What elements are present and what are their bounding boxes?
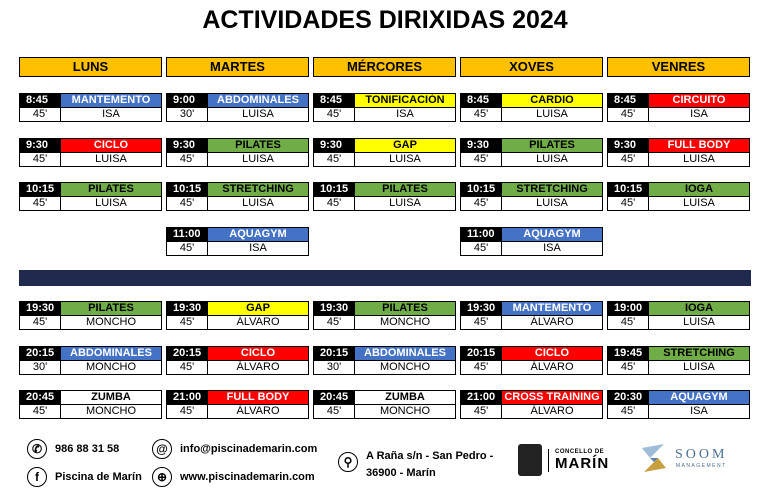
class-time: 19:30 — [461, 302, 502, 315]
class-activity: FULL BODY — [649, 139, 749, 152]
class-slot — [460, 93, 603, 122]
day-header: XOVES — [460, 57, 603, 77]
class-time: 9:30 — [167, 139, 208, 152]
soom-sub: MANAGEMENT — [675, 463, 727, 469]
class-slot — [19, 346, 162, 375]
class-activity: PILATES — [355, 302, 455, 315]
class-duration: 45' — [314, 197, 355, 210]
soom-emblem-icon — [636, 440, 672, 476]
class-duration: 30' — [167, 108, 208, 121]
class-duration: 45' — [461, 197, 502, 210]
class-duration: 45' — [167, 197, 208, 210]
class-slot — [313, 390, 456, 419]
class-duration: 45' — [608, 197, 649, 210]
website-url: www.piscinademarin.com — [180, 471, 315, 483]
class-slot — [19, 390, 162, 419]
concello-marin-logo — [518, 444, 609, 476]
class-slot — [460, 346, 603, 375]
class-instructor: MONCHO — [379, 361, 431, 373]
class-duration: 45' — [167, 361, 208, 374]
class-duration: 45' — [608, 108, 649, 121]
class-activity: CICLO — [208, 347, 308, 360]
class-duration: 45' — [461, 361, 502, 374]
class-slot — [460, 138, 603, 167]
class-duration: 45' — [167, 153, 208, 166]
email-contact[interactable] — [152, 439, 317, 459]
class-time: 19:00 — [608, 302, 649, 315]
class-activity: GAP — [208, 302, 308, 315]
class-duration: 45' — [20, 405, 61, 418]
class-duration: 45' — [167, 242, 208, 255]
soom-name: SOOM — [675, 447, 728, 462]
class-activity: ZUMBA — [61, 391, 161, 404]
class-time: 10:15 — [167, 183, 208, 196]
class-activity: ABDOMINALES — [61, 347, 161, 360]
class-instructor: LUISA — [95, 153, 127, 165]
class-instructor: ISA — [396, 108, 414, 120]
class-activity: MANTEMENTO — [502, 302, 602, 315]
class-activity: AQUAGYM — [208, 228, 308, 241]
class-instructor: ISA — [543, 242, 561, 254]
email-address: info@piscinademarin.com — [180, 443, 318, 455]
class-duration: 45' — [608, 316, 649, 329]
day-header: MARTES — [166, 57, 309, 77]
class-time: 10:15 — [20, 183, 61, 196]
class-time: 19:30 — [20, 302, 61, 315]
facebook-name: Piscina de Marín — [55, 471, 142, 483]
class-activity: STRETCHING — [502, 183, 602, 196]
class-instructor: LUISA — [683, 361, 715, 373]
class-time: 10:15 — [461, 183, 502, 196]
class-time: 8:45 — [461, 94, 502, 107]
class-duration: 30' — [20, 361, 61, 374]
class-slot — [607, 93, 750, 122]
class-duration: 45' — [608, 405, 649, 418]
class-instructor: LUISA — [683, 197, 715, 209]
class-instructor: LUISA — [242, 108, 274, 120]
globe-icon: ⊕ — [152, 467, 172, 487]
class-time: 9:30 — [20, 139, 61, 152]
at-icon: @ — [152, 439, 172, 459]
class-duration: 30' — [314, 361, 355, 374]
class-time: 9:30 — [608, 139, 649, 152]
class-time: 9:30 — [461, 139, 502, 152]
class-activity: CARDIO — [502, 94, 602, 107]
class-slot — [460, 227, 603, 256]
class-slot — [19, 93, 162, 122]
class-time: 20:15 — [461, 347, 502, 360]
class-time: 9:30 — [314, 139, 355, 152]
class-slot — [313, 138, 456, 167]
website-contact[interactable] — [152, 467, 315, 487]
class-instructor: LUISA — [95, 197, 127, 209]
class-slot — [166, 301, 309, 330]
class-time: 20:15 — [167, 347, 208, 360]
class-time: 8:45 — [314, 94, 355, 107]
day-header: MÉRCORES — [313, 57, 456, 77]
class-instructor: MONCHO — [85, 361, 137, 373]
address-contact — [338, 448, 493, 482]
class-slot — [19, 138, 162, 167]
class-slot — [19, 301, 162, 330]
class-activity: ZUMBA — [355, 391, 455, 404]
class-slot — [166, 182, 309, 211]
class-slot — [607, 182, 750, 211]
class-activity: PILATES — [355, 183, 455, 196]
class-duration: 45' — [314, 316, 355, 329]
class-slot — [607, 346, 750, 375]
class-time: 19:45 — [608, 347, 649, 360]
class-instructor: LUISA — [683, 153, 715, 165]
logo-concello-big: MARÍN — [555, 454, 610, 472]
class-instructor: ISA — [690, 405, 708, 417]
class-activity: GAP — [355, 139, 455, 152]
class-duration: 45' — [20, 108, 61, 121]
class-slot — [313, 182, 456, 211]
class-activity: STRETCHING — [649, 347, 749, 360]
class-slot — [313, 93, 456, 122]
class-instructor: ISA — [690, 108, 708, 120]
class-instructor: LUISA — [536, 153, 568, 165]
class-slot — [166, 390, 309, 419]
phone-number: 986 88 31 58 — [55, 443, 120, 455]
class-time: 10:15 — [608, 183, 649, 196]
class-instructor: ISA — [249, 242, 267, 254]
class-activity: FULL BODY — [208, 391, 308, 404]
class-time: 11:00 — [167, 228, 208, 241]
class-duration: 45' — [608, 361, 649, 374]
page-title: ACTIVIDADES DIRIXIDAS 2024 — [202, 6, 568, 34]
class-time: 21:00 — [167, 391, 208, 404]
class-activity: TONIFICACIÓN — [355, 94, 455, 107]
class-time: 20:30 — [608, 391, 649, 404]
class-instructor: MONCHO — [85, 316, 137, 328]
class-instructor: ÁLVARO — [236, 361, 280, 373]
class-duration: 45' — [461, 405, 502, 418]
address-line-1: A Raña s/n - San Pedro - — [366, 450, 494, 462]
class-activity: IOGA — [649, 302, 749, 315]
class-time: 21:00 — [461, 391, 502, 404]
phone-icon: ✆ — [27, 439, 47, 459]
class-instructor: MONCHO — [85, 405, 137, 417]
class-instructor: LUISA — [242, 197, 274, 209]
class-time: 20:45 — [20, 391, 61, 404]
class-instructor: LUISA — [389, 153, 421, 165]
class-instructor: ÁLVARO — [530, 405, 574, 417]
address-line-2: 36900 - Marín — [366, 467, 436, 479]
class-activity: CROSS TRAINING — [502, 391, 602, 404]
class-instructor: ÁLVARO — [530, 316, 574, 328]
class-slot — [19, 182, 162, 211]
class-duration: 45' — [167, 316, 208, 329]
class-duration: 45' — [20, 316, 61, 329]
class-instructor: LUISA — [536, 108, 568, 120]
class-duration: 45' — [461, 242, 502, 255]
class-slot — [313, 346, 456, 375]
class-activity: AQUAGYM — [649, 391, 749, 404]
class-duration: 45' — [608, 153, 649, 166]
class-instructor: ÁLVARO — [236, 405, 280, 417]
class-instructor: LUISA — [389, 197, 421, 209]
class-time: 8:45 — [20, 94, 61, 107]
class-time: 20:15 — [314, 347, 355, 360]
class-slot — [166, 138, 309, 167]
class-time: 20:45 — [314, 391, 355, 404]
class-instructor: ÁLVARO — [530, 361, 574, 373]
class-duration: 45' — [20, 197, 61, 210]
class-slot — [607, 390, 750, 419]
class-instructor: MONCHO — [379, 405, 431, 417]
class-activity: IOGA — [649, 183, 749, 196]
class-activity: CICLO — [502, 347, 602, 360]
class-activity: PILATES — [502, 139, 602, 152]
class-duration: 45' — [461, 108, 502, 121]
class-activity: CIRCUITO — [649, 94, 749, 107]
day-header: LUNS — [19, 57, 162, 77]
class-activity: MANTEMENTO — [61, 94, 161, 107]
class-slot — [607, 301, 750, 330]
class-time: 9:00 — [167, 94, 208, 107]
class-activity: AQUAGYM — [502, 228, 602, 241]
class-activity: PILATES — [208, 139, 308, 152]
class-time: 8:45 — [608, 94, 649, 107]
class-time: 19:30 — [314, 302, 355, 315]
class-slot — [166, 227, 309, 256]
day-header: VENRES — [607, 57, 750, 77]
class-instructor: LUISA — [683, 316, 715, 328]
section-divider — [19, 270, 751, 286]
class-time: 20:15 — [20, 347, 61, 360]
class-duration: 45' — [167, 405, 208, 418]
location-pin-icon: ⚲ — [338, 452, 358, 472]
class-time: 10:15 — [314, 183, 355, 196]
class-slot — [460, 390, 603, 419]
class-activity: PILATES — [61, 183, 161, 196]
class-time: 19:30 — [167, 302, 208, 315]
class-instructor: LUISA — [536, 197, 568, 209]
class-duration: 45' — [314, 153, 355, 166]
class-slot — [166, 93, 309, 122]
class-instructor: ISA — [102, 108, 120, 120]
class-duration: 45' — [20, 153, 61, 166]
class-instructor: ÁLVARO — [236, 316, 280, 328]
class-slot — [460, 301, 603, 330]
class-activity: CICLO — [61, 139, 161, 152]
phone-contact — [27, 439, 119, 459]
class-activity: PILATES — [61, 302, 161, 315]
class-instructor: MONCHO — [379, 316, 431, 328]
class-time: 11:00 — [461, 228, 502, 241]
class-duration: 45' — [314, 405, 355, 418]
soom-logo — [636, 440, 727, 476]
class-slot — [607, 138, 750, 167]
class-activity: ABDOMINALES — [208, 94, 308, 107]
class-slot — [166, 346, 309, 375]
class-duration: 45' — [461, 153, 502, 166]
class-activity: STRETCHING — [208, 183, 308, 196]
class-activity: ABDOMINALES — [355, 347, 455, 360]
class-slot — [460, 182, 603, 211]
class-slot — [313, 301, 456, 330]
class-instructor: LUISA — [242, 153, 274, 165]
class-duration: 45' — [314, 108, 355, 121]
facebook-contact[interactable] — [27, 467, 142, 487]
seal-icon — [518, 444, 542, 476]
facebook-icon: f — [27, 467, 47, 487]
class-duration: 45' — [461, 316, 502, 329]
logo-concello-small: CONCELLO DE — [555, 448, 605, 455]
